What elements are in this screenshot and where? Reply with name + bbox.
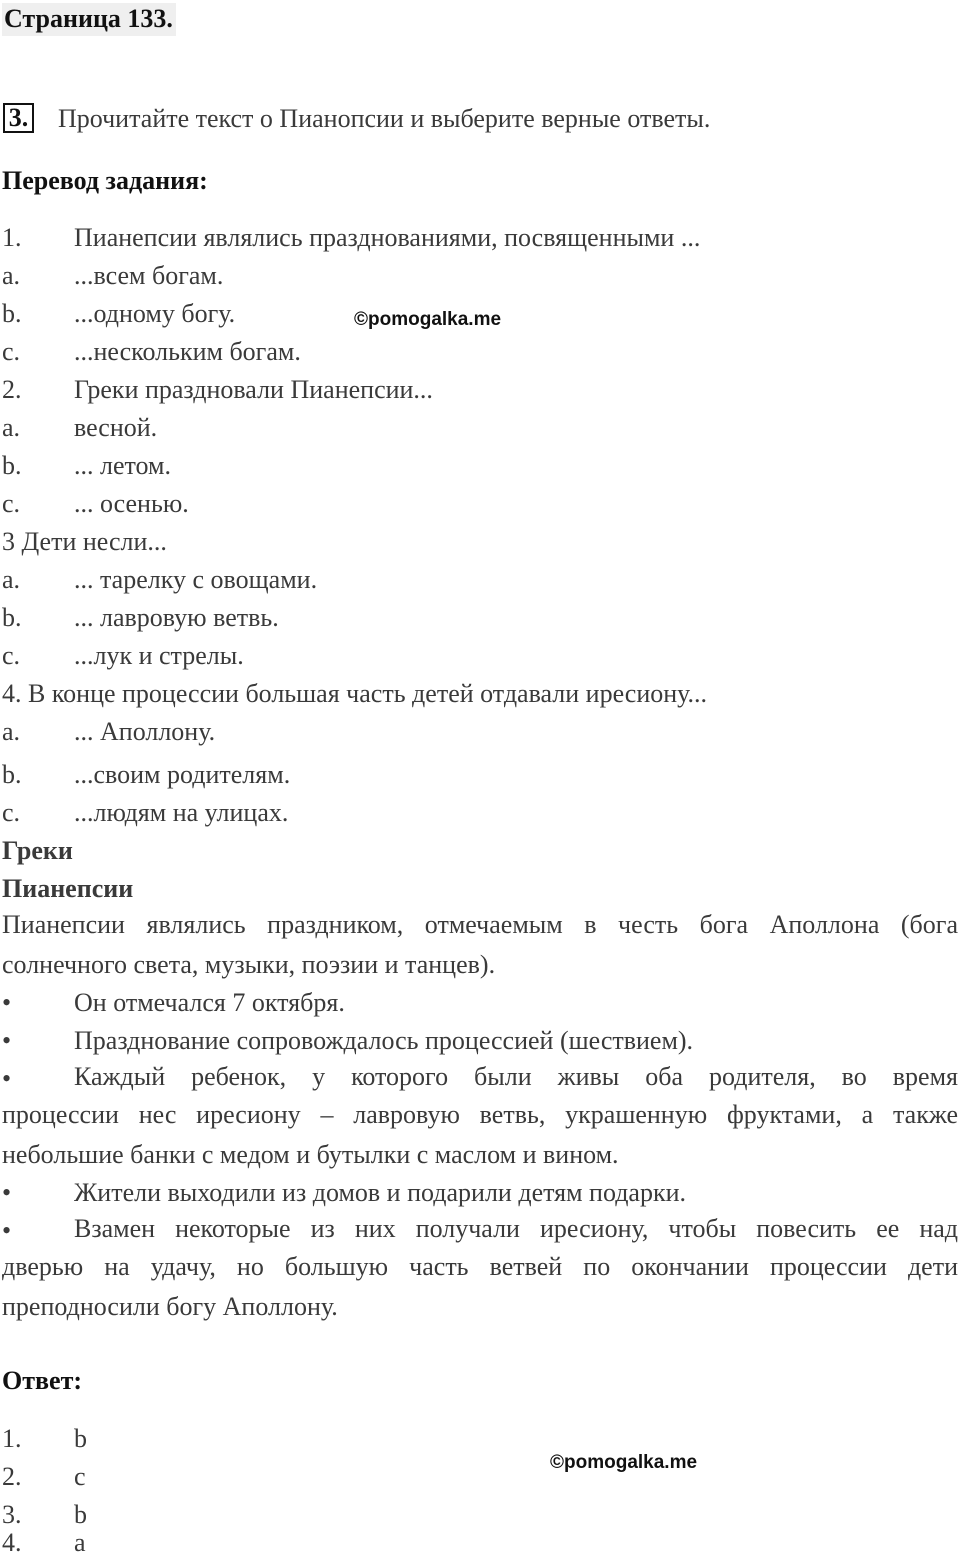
- answer-marker: 1.: [2, 1424, 22, 1453]
- bullet-marker: •: [2, 1178, 12, 1207]
- bullet-marker: •: [2, 1026, 12, 1055]
- bullet-text: Жители выходили из домов и подарили детям подарки.: [74, 1178, 687, 1207]
- option-marker: a.: [2, 565, 21, 594]
- option-text: ...всем богам.: [74, 261, 224, 290]
- paragraph-line: преподносили богу Аполлону.: [2, 1292, 338, 1321]
- option-marker: c.: [2, 337, 21, 366]
- bullet-marker: •: [2, 1064, 12, 1093]
- paragraph-line: Взамен некоторые из них получали иресиону, чтобы повесить ее над: [74, 1214, 958, 1243]
- task-number-box: 3.: [3, 103, 34, 133]
- option-marker: c.: [2, 798, 21, 827]
- option-text: ...нескольким богам.: [74, 337, 301, 366]
- translation-heading: Перевод задания:: [2, 166, 208, 195]
- paragraph-line: небольшие банки с медом и бутылки с маслом и вином.: [2, 1140, 619, 1169]
- paragraph-line: солнечного света, музыки, поэзии и танцев).: [2, 950, 496, 979]
- paragraph-line: Каждый ребенок, у которого были живы оба родителя, во время: [74, 1062, 958, 1091]
- option-text: весной.: [74, 413, 158, 442]
- option-text: ... летом.: [74, 451, 171, 480]
- option-marker: c.: [2, 641, 21, 670]
- paragraph-line: Пианепсии являлись праздником, отмечаемым в честь бога Аполлона (бога: [2, 910, 958, 939]
- option-text: ...своим родителям.: [74, 760, 291, 789]
- option-text: ... Аполлону.: [74, 717, 216, 746]
- option-text: ...людям на улицах.: [74, 798, 289, 827]
- question-marker: 2.: [2, 375, 22, 404]
- bullet-text: Он отмечался 7 октября.: [74, 988, 345, 1017]
- answer-value: a: [74, 1528, 86, 1557]
- question-text: Пианепсии являлись празднованиями, посвященными ...: [74, 223, 701, 252]
- answer-marker: 4.: [2, 1528, 22, 1557]
- question-text: Греки праздновали Пианепсии...: [74, 375, 433, 404]
- bullet-marker: •: [2, 988, 12, 1017]
- bullet-text: Празднование сопровождалось процессией (шествием).: [74, 1026, 694, 1055]
- question-text: 3 Дети несли...: [2, 527, 167, 556]
- answer-value: b: [74, 1500, 87, 1529]
- page-title: Страница 133.: [2, 3, 176, 36]
- task-instruction: Прочитайте текст о Пианопсии и выберите верные ответы.: [58, 104, 711, 133]
- option-marker: a.: [2, 717, 21, 746]
- option-text: ... тарелку с овощами.: [74, 565, 318, 594]
- paragraph-line: процессии нес иресиону – лавровую ветвь, украшенную фруктами, а также: [2, 1100, 958, 1129]
- option-text: ...лук и стрелы.: [74, 641, 244, 670]
- answer-value: b: [74, 1424, 87, 1453]
- option-text: ...одному богу.: [74, 299, 236, 328]
- option-marker: c.: [2, 489, 21, 518]
- option-marker: b.: [2, 451, 22, 480]
- answer-heading: Ответ:: [2, 1366, 83, 1395]
- text-subheading: Пианепсии: [2, 874, 134, 903]
- answer-value: c: [74, 1462, 86, 1491]
- answer-marker: 2.: [2, 1462, 22, 1491]
- option-text: ... лавровую ветвь.: [74, 603, 279, 632]
- option-text: ... осенью.: [74, 489, 189, 518]
- text-heading: Греки: [2, 836, 73, 865]
- bullet-marker: •: [2, 1216, 12, 1245]
- paragraph-line: дверью на удачу, но большую часть ветвей по окончании процессии дети: [2, 1252, 958, 1281]
- watermark: ©pomogalka.me: [354, 309, 502, 330]
- option-marker: b.: [2, 603, 22, 632]
- question-marker: 1.: [2, 223, 22, 252]
- option-marker: b.: [2, 299, 22, 328]
- option-marker: b.: [2, 760, 22, 789]
- option-marker: a.: [2, 413, 21, 442]
- answer-marker: 3.: [2, 1500, 22, 1529]
- watermark: ©pomogalka.me: [550, 1452, 698, 1473]
- question-text: 4. В конце процессии большая часть детей отдавали иресиону...: [2, 679, 708, 708]
- option-marker: a.: [2, 261, 21, 290]
